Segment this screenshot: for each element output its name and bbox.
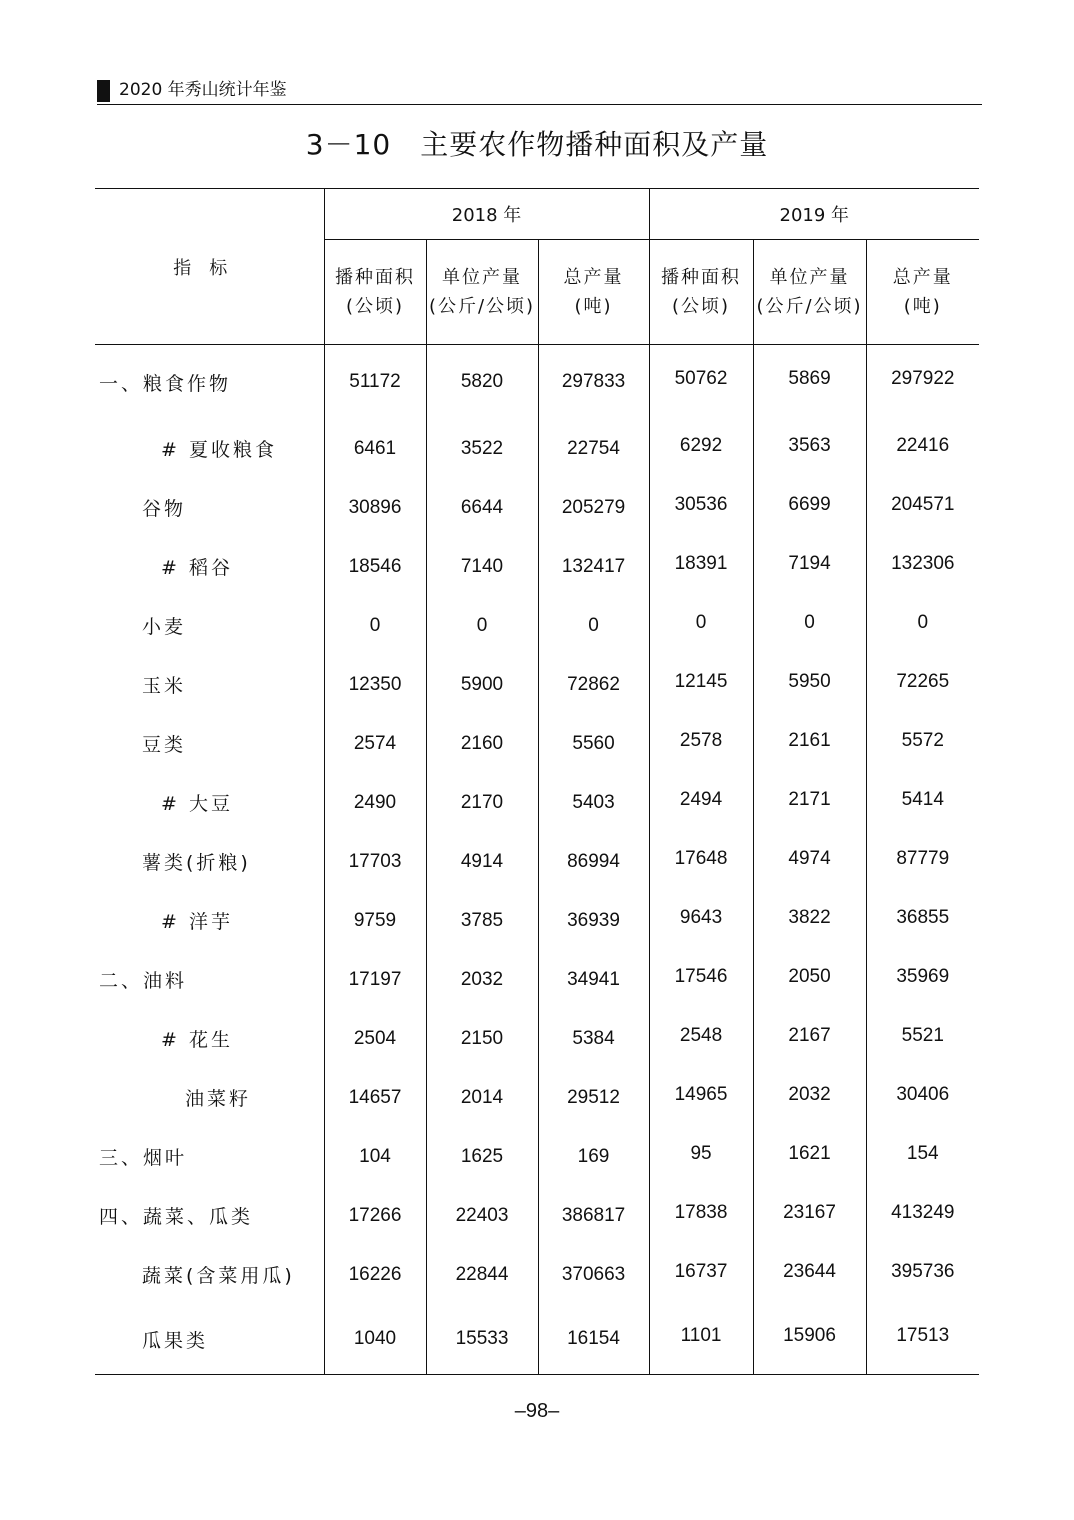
table-cell: 3563 <box>753 416 866 475</box>
table-cell: 2032 <box>426 950 538 1009</box>
table-row <box>95 1009 979 1068</box>
year-header-2019: 2019 年 <box>649 189 979 240</box>
table-row <box>95 655 979 714</box>
table-cell: 9759 <box>324 891 426 950</box>
table-cell: 0 <box>753 593 866 652</box>
table-cell: 18546 <box>324 537 426 596</box>
table-cell: 413249 <box>866 1183 979 1242</box>
running-header-text: 2020 年秀山统计年鉴 <box>119 80 287 100</box>
table-cell: 395736 <box>866 1242 979 1301</box>
table-cell: 17648 <box>649 829 753 888</box>
table-cell: 5560 <box>538 714 649 773</box>
table-cell: 169 <box>538 1127 649 1186</box>
table-cell: 5950 <box>753 652 866 711</box>
table-cell: 5820 <box>426 345 538 420</box>
table-row <box>95 714 979 773</box>
table-cell: 2171 <box>753 770 866 829</box>
table-cell: 87779 <box>866 829 979 888</box>
row-label: 瓜果类 <box>95 1304 324 1375</box>
table-cell: 30536 <box>649 475 753 534</box>
table-cell: 22416 <box>866 416 979 475</box>
running-header <box>97 76 982 105</box>
table-title: 3－10 主要农作物播种面积及产量 <box>305 128 769 161</box>
table-cell: 0 <box>426 596 538 655</box>
column-header-total-output-2018: 总产量 (吨) <box>538 240 649 345</box>
row-label: 小麦 <box>142 616 187 638</box>
table-row <box>95 419 979 478</box>
table-cell: 1040 <box>324 1304 426 1375</box>
indicator-header: 指标 <box>95 189 324 345</box>
table-cell: 9643 <box>649 888 753 947</box>
table-cell: 2032 <box>753 1065 866 1124</box>
table-cell: 72862 <box>538 655 649 714</box>
table-cell: 14965 <box>649 1065 753 1124</box>
table-cell: 17703 <box>324 832 426 891</box>
table-cell: 205279 <box>538 478 649 537</box>
year-header-2018: 2018 年 <box>324 189 649 240</box>
table-cell: 6644 <box>426 478 538 537</box>
table-cell: 34941 <box>538 950 649 1009</box>
row-label: 三、烟叶 <box>99 1147 188 1169</box>
table-cell: 2578 <box>649 711 753 770</box>
table-cell: 22754 <box>538 419 649 478</box>
row-label: 薯类(折粮) <box>142 852 251 874</box>
table-row <box>95 537 979 596</box>
table-cell: 12145 <box>649 652 753 711</box>
table-cell: 16154 <box>538 1304 649 1375</box>
table-cell: 17546 <box>649 947 753 1006</box>
table-row <box>95 596 979 655</box>
table-cell: 2170 <box>426 773 538 832</box>
table-row <box>95 832 979 891</box>
table-cell: 16226 <box>324 1245 426 1304</box>
table-cell: 50762 <box>649 342 753 417</box>
table-cell: 104 <box>324 1127 426 1186</box>
table-cell: 23644 <box>753 1242 866 1301</box>
table-cell: 154 <box>866 1124 979 1183</box>
table-cell: 22403 <box>426 1186 538 1245</box>
table-cell: 18391 <box>649 534 753 593</box>
row-label: 油菜籽 <box>185 1088 252 1110</box>
table-cell: 15533 <box>426 1304 538 1375</box>
column-header-unit-yield-2019: 单位产量 (公斤/公顷) <box>753 240 866 345</box>
table-cell: 12350 <box>324 655 426 714</box>
table-cell: 35969 <box>866 947 979 1006</box>
table-cell: 7140 <box>426 537 538 596</box>
table-cell: 7194 <box>753 534 866 593</box>
page-number: –98– <box>514 1400 560 1422</box>
table-cell: 0 <box>538 596 649 655</box>
table-cell: 3822 <box>753 888 866 947</box>
row-label: 蔬菜(含菜用瓜) <box>142 1265 295 1287</box>
table-cell: 17197 <box>324 950 426 1009</box>
table-cell: 6461 <box>324 419 426 478</box>
table-cell: 14657 <box>324 1068 426 1127</box>
table-cell: 132417 <box>538 537 649 596</box>
table-cell: 16737 <box>649 1242 753 1301</box>
table-cell: 22844 <box>426 1245 538 1304</box>
table-cell: 2014 <box>426 1068 538 1127</box>
crop-statistics-table <box>95 188 979 1375</box>
table-cell: 2161 <box>753 711 866 770</box>
table-cell: 72265 <box>866 652 979 711</box>
table-cell: 15906 <box>753 1301 866 1372</box>
table-cell: 23167 <box>753 1183 866 1242</box>
row-label: # 夏收粮食 <box>161 439 277 461</box>
table-cell: 86994 <box>538 832 649 891</box>
table-row <box>95 1127 979 1186</box>
row-label: # 花生 <box>161 1029 233 1051</box>
table-cell: 132306 <box>866 534 979 593</box>
column-header-unit-yield-2018: 单位产量 (公斤/公顷) <box>426 240 538 345</box>
row-label: # 洋芋 <box>161 911 233 933</box>
row-label: 玉米 <box>142 675 187 697</box>
table-cell: 30406 <box>866 1065 979 1124</box>
table-cell: 3785 <box>426 891 538 950</box>
table-cell: 0 <box>324 596 426 655</box>
table-cell: 370663 <box>538 1245 649 1304</box>
table-cell: 2167 <box>753 1006 866 1065</box>
table-row <box>95 1245 979 1304</box>
table-cell: 204571 <box>866 475 979 534</box>
row-label: 豆类 <box>142 734 187 756</box>
table-cell: 17266 <box>324 1186 426 1245</box>
table-cell: 0 <box>866 593 979 652</box>
table-cell: 5900 <box>426 655 538 714</box>
table-cell: 51172 <box>324 345 426 420</box>
table-cell: 30896 <box>324 478 426 537</box>
column-header-sown-area-2018: 播种面积 (公顷) <box>324 240 426 345</box>
table-cell: 297922 <box>866 342 979 417</box>
table-cell: 297833 <box>538 345 649 420</box>
table-row <box>95 1304 979 1375</box>
row-label: 二、油料 <box>99 970 188 992</box>
table-row <box>95 1186 979 1245</box>
table-cell: 95 <box>649 1124 753 1183</box>
table-cell: 2494 <box>649 770 753 829</box>
column-header-sown-area-2019: 播种面积 (公顷) <box>649 240 753 345</box>
table-cell: 1621 <box>753 1124 866 1183</box>
row-label: 一、粮食作物 <box>99 372 232 395</box>
table-cell: 4974 <box>753 829 866 888</box>
table-row <box>95 345 979 420</box>
table-cell: 0 <box>649 593 753 652</box>
table-cell: 36855 <box>866 888 979 947</box>
table-cell: 1625 <box>426 1127 538 1186</box>
row-label: 谷物 <box>142 498 187 520</box>
table-cell: 2160 <box>426 714 538 773</box>
table-cell: 386817 <box>538 1186 649 1245</box>
table-cell: 5572 <box>866 711 979 770</box>
header-marker-block <box>97 80 110 102</box>
table-cell: 36939 <box>538 891 649 950</box>
table-cell: 6292 <box>649 416 753 475</box>
table-cell: 17838 <box>649 1183 753 1242</box>
table-row <box>95 891 979 950</box>
table-cell: 5384 <box>538 1009 649 1068</box>
table-cell: 2548 <box>649 1006 753 1065</box>
table-cell: 5521 <box>866 1006 979 1065</box>
table-row <box>95 1068 979 1127</box>
table-cell: 5414 <box>866 770 979 829</box>
table-cell: 2574 <box>324 714 426 773</box>
table-row <box>95 950 979 1009</box>
table-cell: 6699 <box>753 475 866 534</box>
table-cell: 5869 <box>753 342 866 417</box>
table-cell: 1101 <box>649 1301 753 1372</box>
table-row <box>95 773 979 832</box>
row-label: # 大豆 <box>161 793 233 815</box>
table-cell: 2050 <box>753 947 866 1006</box>
table-cell: 4914 <box>426 832 538 891</box>
table-cell: 2150 <box>426 1009 538 1068</box>
table-cell: 3522 <box>426 419 538 478</box>
table-cell: 2490 <box>324 773 426 832</box>
table-row <box>95 478 979 537</box>
table-cell: 2504 <box>324 1009 426 1068</box>
table-cell: 17513 <box>866 1301 979 1372</box>
row-label: # 稻谷 <box>161 557 233 579</box>
table-cell: 29512 <box>538 1068 649 1127</box>
table-cell: 5403 <box>538 773 649 832</box>
column-header-total-output-2019: 总产量 (吨) <box>866 240 979 345</box>
row-label: 四、蔬菜、瓜类 <box>99 1206 254 1228</box>
